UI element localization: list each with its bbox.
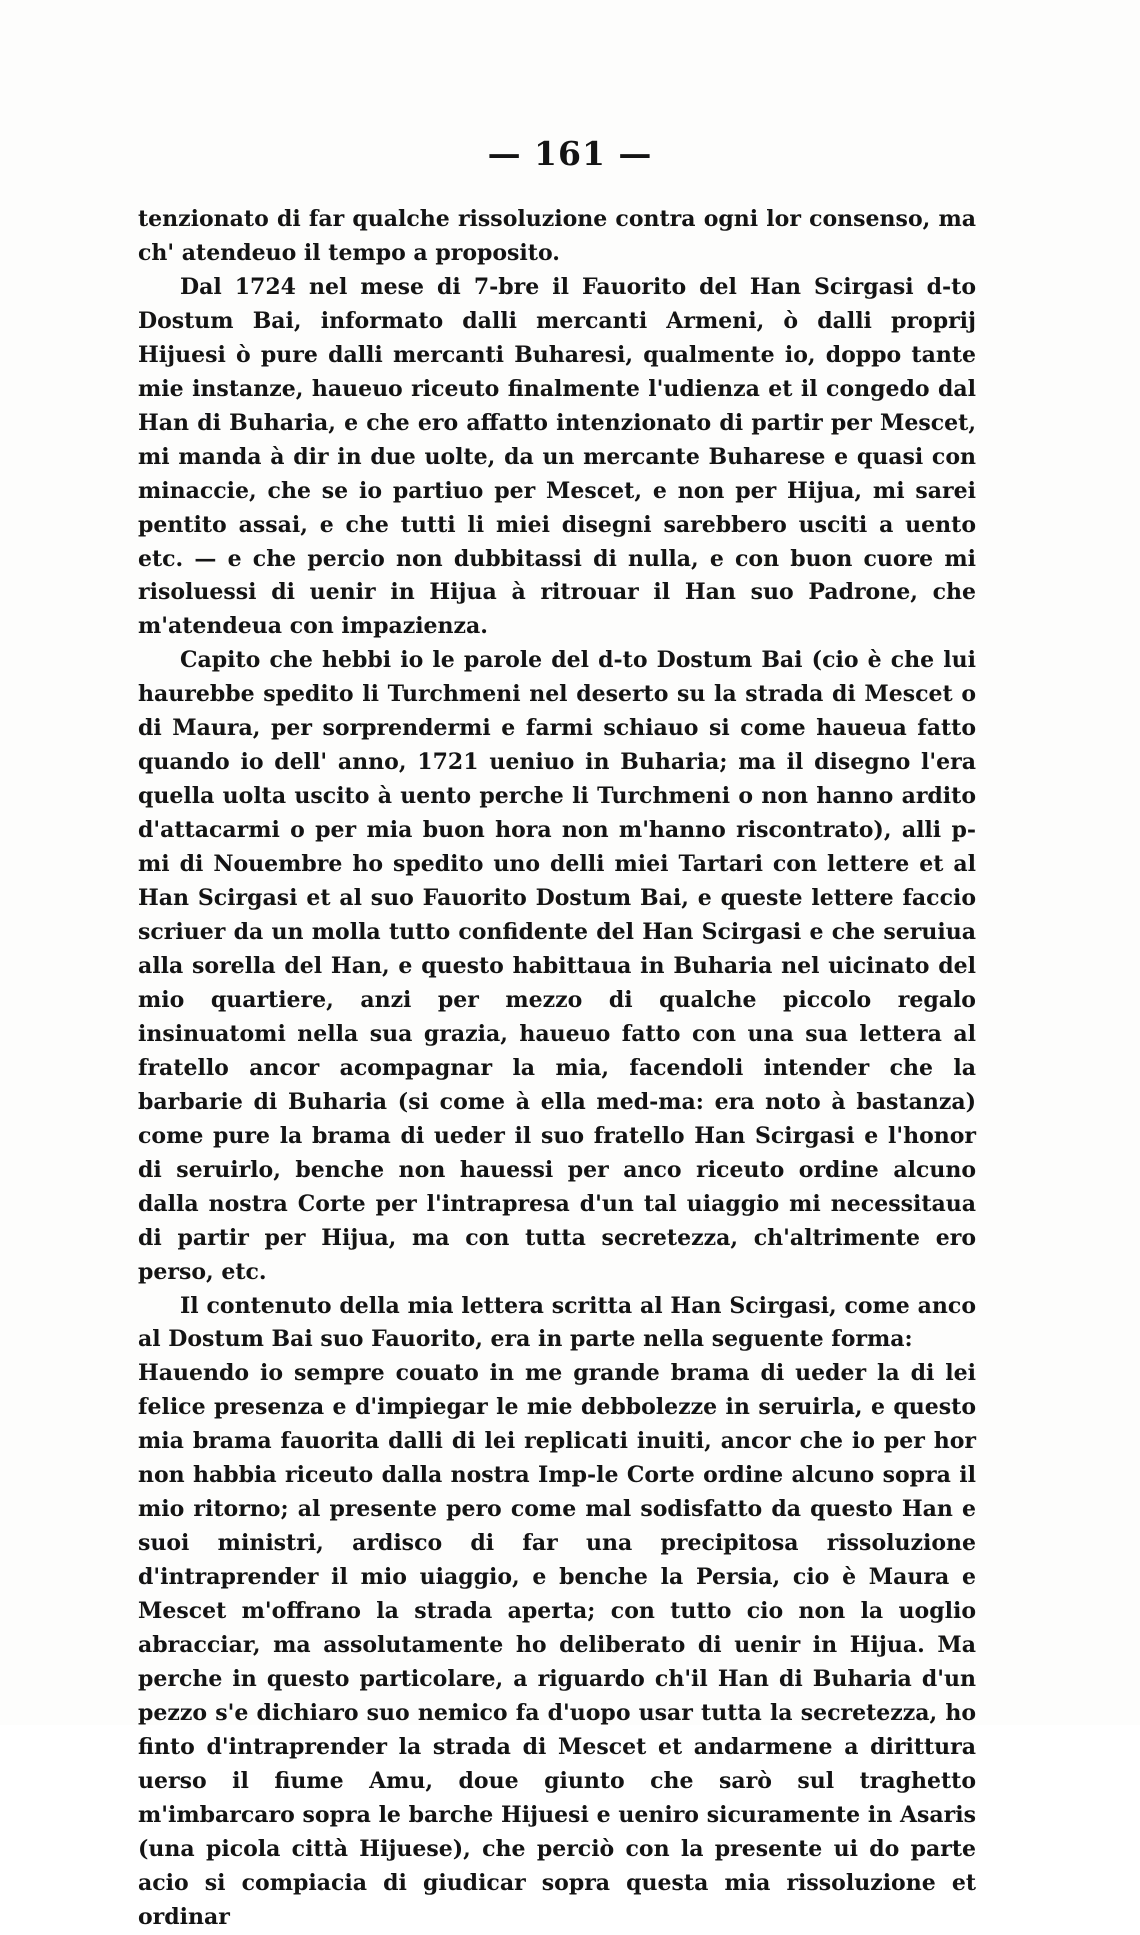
paragraph-letters-sent: Capito che hebbi io le parole del d-to Dostum Bai (cio è che lui haurebbe spedito li Turchmeni nel deserto su la strada di Mescet o di Maura, per sorprendermi e farmi schiauo si come haueua fatto quando io dell' anno, 1721 ueniuo in Buharia; ma il disegno l'era quella uolta uscito à uento perche li Turchmeni o non hanno ardito d'attacarmi o per mia buon hora non m'hanno riscontrato), alli p-mi di Nouembre ho spedito uno delli miei Tartari con lettere et al Han Scirgasi et al suo Fauorito Dostum Bai, e queste lettere faccio scriuer da un molla tutto confidente del Han Scirgasi e che seruiua alla sorella del Han, e questo habittaua in Buharia nel uicinato del mio quartiere, anzi per mezzo di qualche piccolo regalo insinuatomi nella sua grazia, haueuo fatto con una sua lettera al fratello ancor acompagnar la mia, facendoli intender che la barbarie di Buharia (si come à ella med-ma: era noto à bastanza) come pure la brama di ueder il suo fratello Han Scirgasi e l'honor di seruirlo, benche non hauessi per anco riceuto ordine alcuno dalla nostra Corte per l'intrapresa d'un tal uiaggio mi necessitaua di partir per Hijua, ma con tutta secretezza, ch'altrimente ero perso, etc. xyxy=(138,647,976,1285)
paragraph-letter-content: Hauendo io sempre couato in me grande brama di ueder la di lei felice presenza e d'impiegar le mie debbolezze in seruirla, e questo mia brama fauorita dalli di lei replicati inuiti, ancor che io per hor non habbia riceuto dalla nostra Imp-le Corte ordine alcuno sopra il mio ritorno; al presente pero come mal sodisfatto da questo Han e suoi ministri, ardisco di far una precipitosa rissoluzione d'intraprender il mio uiaggio, e benche la Persia, cio è Maura e Mescet m'offrano la strada aperta; con tutto cio non la uoglio abracciar, ma assolutamente ho deliberato di uenir in Hijua. Ma perche in questo particolare, a riguardo ch'il Han di Buharia d'un pezzo s'e dichiaro suo nemico fa d'uopo usar tutta la secretezza, ho finto d'intraprender la strada di Mescet et andarmene a dirittura uerso il fiume Amu, doue giunto che sarò sul traghetto m'imbarcaro sopra le barche Hijuesi e ueniro sicuramente in Asaris (una picola città Hijuese), che perciò con la presente ui do parte acio si compiacia di giudicar sopra questa mia rissoluzione et ordinar xyxy=(138,1360,976,1930)
body-text xyxy=(138,203,976,1935)
page-number: — 161 — xyxy=(487,134,653,173)
paragraph-dostum-bai-message: Dal 1724 nel mese di 7-bre il Fauorito del Han Scirgasi d-to Dostum Bai, informato dalli mercanti Armeni, ò dalli proprij Hijuesi ò pure dalli mercanti Buharesi, qualmente io, doppo tante mie instanze, haueuo riceuto finalmente l'udienza et il congedo dal Han di Buharia, e che ero affatto intenzionato di partir per Mescet, mi manda à dir in due uolte, da un mercante Buharese e quasi con minaccie, che se io partiuo per Mescet, e non per Hijua, mi sarei pentito assai, e che tutti li miei disegni sarebbero usciti a uento etc. — e che percio non dubbitassi di nulla, e con buon cuore mi risoluessi di uenir in Hijua à ritrouar il Han suo Padrone, che m'atendeua con impazienza. xyxy=(138,273,976,640)
paragraph-continuation: tenzionato di far qualche rissoluzione contra ogni lor consenso, ma ch' atendeuo il tempo a proposito. xyxy=(138,206,976,266)
paragraph-letter-intro: Il contenuto della mia lettera scritta al Han Scirgasi, come anco al Dostum Bai suo Fauorito, era in parte nella seguente forma: xyxy=(138,1292,976,1353)
